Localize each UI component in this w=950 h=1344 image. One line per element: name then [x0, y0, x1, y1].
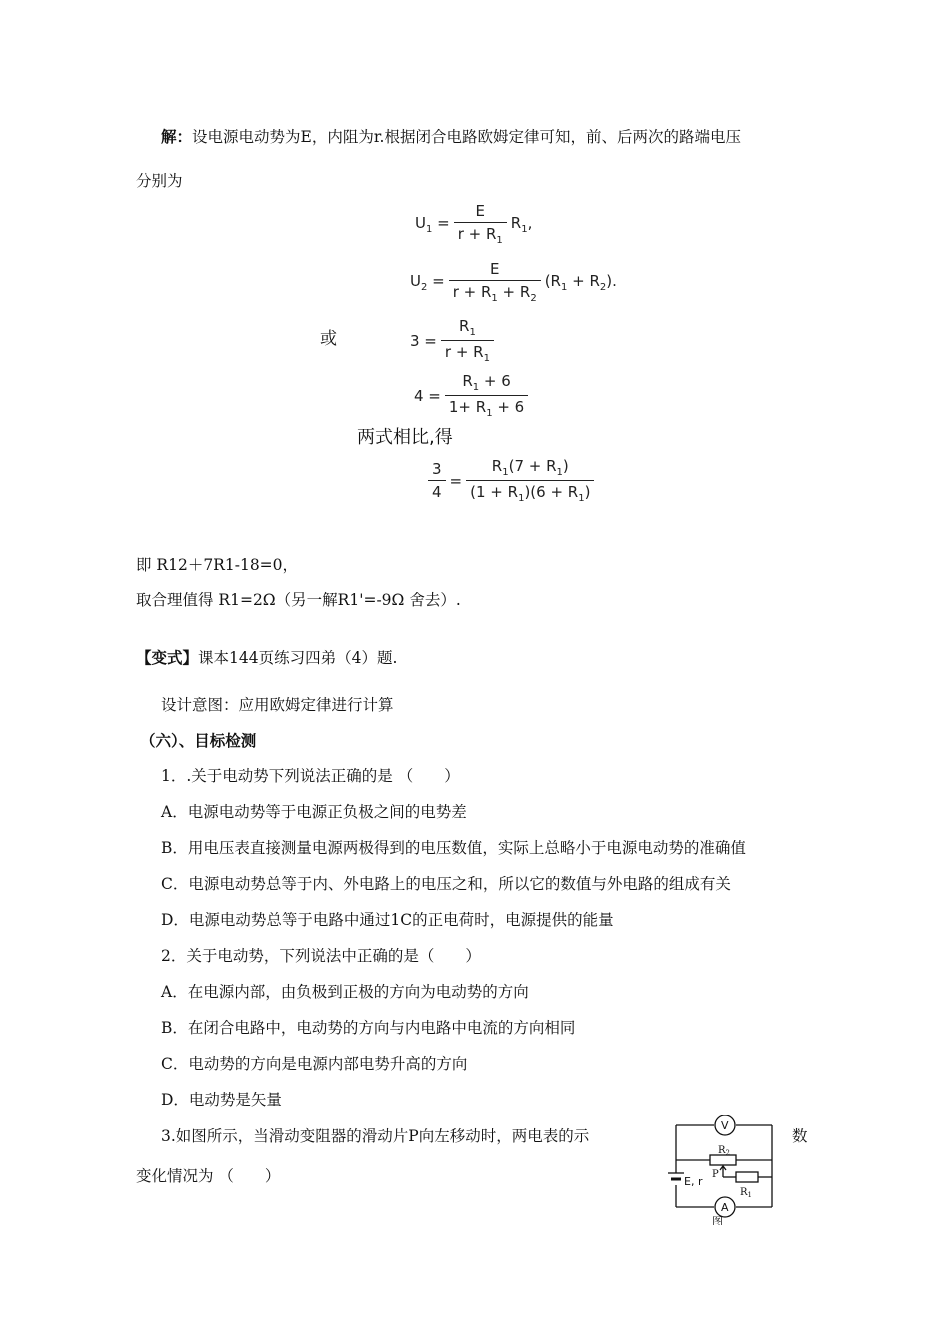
- solution-line-1: [161, 127, 741, 147]
- slider-label: P: [712, 1169, 719, 1180]
- formula-5-left-fraction: $\frac{3}{4}$: [428, 460, 446, 501]
- formula-u2-fraction: $\frac{E}{r + R_1 + R_2}$: [449, 260, 541, 304]
- circuit-diagram: [660, 1115, 780, 1225]
- formula-u1-right: $R_1$,: [510, 213, 533, 235]
- compare-label: 两式相比,得: [357, 427, 453, 448]
- source-label: E, r: [684, 1175, 703, 1188]
- ammeter-label: A: [721, 1201, 729, 1214]
- q1-option-a: A．电源电动势等于电源正负极之间的电势差: [161, 803, 467, 821]
- formula-u1: [415, 202, 532, 246]
- formula-u1-fraction: $\frac{E}{r + R_1}$: [454, 202, 507, 246]
- formula-3-left: 3 =: [410, 331, 437, 350]
- formula-u2-right: $(R_1 + R_2)$.: [544, 271, 617, 293]
- q1-option-b: B．用电压表直接测量电源两极得到的电压数值，实际上总略小于电源电动势的准确值: [161, 839, 746, 857]
- result-line-2: 取合理值得 R1=2Ω（另一解R1'=-9Ω 舍去）.: [136, 591, 461, 609]
- q2-option-a: A．在电源内部，由负极到正极的方向为电动势的方向: [161, 983, 529, 1001]
- result-line-1: 即 R12＋7R1-18=0，: [136, 556, 299, 574]
- design-intent: 设计意图：应用欧姆定律进行计算: [161, 696, 394, 714]
- q1-stem: 1．.关于电动势下列说法正确的是 （ ）: [161, 767, 460, 785]
- formula-4-fraction: $\frac{R_1 + 6}{1+ R_1 + 6}$: [445, 372, 528, 419]
- formula-4: [414, 372, 532, 419]
- figure-label: 图: [712, 1215, 723, 1225]
- solution-text: 设电源电动势为E，内阻为r.根据闭合电路欧姆定律可知，前、后两次的路端电压: [192, 128, 741, 146]
- q1-option-c: C．电源电动势总等于内、外电路上的电压之和，所以它的数值与外电路的组成有关: [161, 875, 731, 893]
- q3-line-2: 变化情况为 （ ）: [136, 1167, 281, 1185]
- solution-line-2: 分别为: [136, 172, 183, 190]
- or-label: 或: [320, 329, 337, 349]
- formula-u2-left: $U_2$ =: [410, 271, 445, 293]
- variant-text: 课本144页练习四弟（4）题.: [198, 649, 398, 667]
- formula-u2: [410, 260, 617, 304]
- q3-stem: 3.如图所示，当滑动变阻器的滑动片P向左移动时，两电表的示: [161, 1127, 590, 1145]
- q2-stem: 2．关于电动势，下列说法中正确的是（ ）: [161, 947, 481, 965]
- variant-line: [136, 648, 397, 668]
- voltmeter-label: V: [721, 1119, 729, 1132]
- variant-label: 【变式】: [136, 648, 199, 667]
- formula-5: $\frac{3}{4}$ = $\frac{R_1(7 + R_1)}{(1 + R_1)(6 + R_1)}$: [424, 457, 598, 504]
- formula-3: [410, 317, 498, 364]
- formula-3-fraction: $\frac{R_1}{r + R_1}$: [441, 317, 494, 364]
- q3-stem-tail: 数: [792, 1127, 808, 1145]
- formula-4-left: 4 =: [414, 386, 441, 405]
- q1-option-d: D．电源电动势总等于电路中通过1C的正电荷时，电源提供的能量: [161, 911, 614, 929]
- solution-label: 解：: [161, 127, 193, 146]
- r2-label: $R_2$: [718, 1145, 730, 1157]
- q2-option-d: D．电动势是矢量: [161, 1091, 282, 1109]
- r1-label: $R_1$: [740, 1187, 752, 1199]
- section-title: （六）、目标检测: [140, 731, 257, 750]
- formula-u1-left: $U_1$ =: [415, 213, 450, 235]
- q2-option-c: C．电动势的方向是电源内部电势升高的方向: [161, 1055, 468, 1073]
- q2-option-b: B．在闭合电路中，电动势的方向与内电路中电流的方向相同: [161, 1019, 576, 1037]
- formula-5-right-fraction: $\frac{R_1(7 + R_1)}{(1 + R_1)(6 + R_1)}$: [466, 457, 594, 504]
